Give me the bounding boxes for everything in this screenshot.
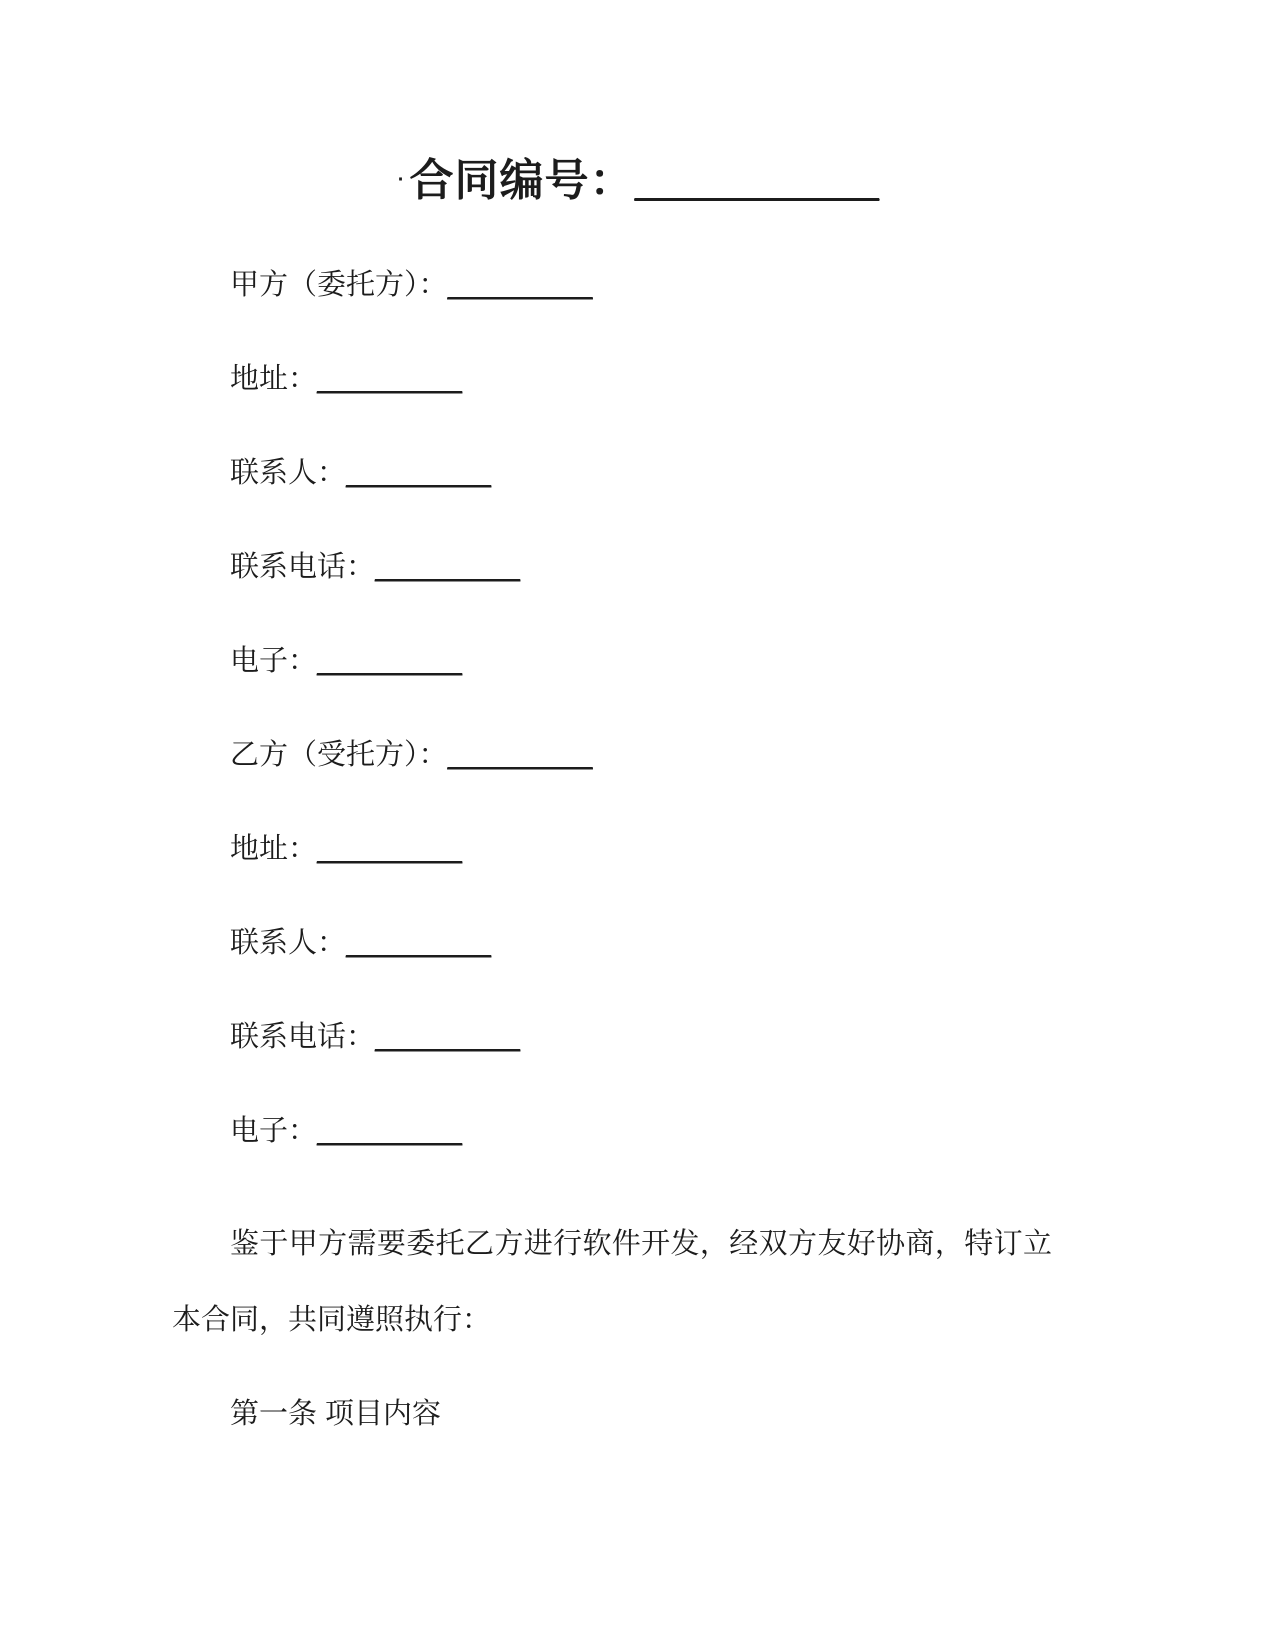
field-party-b-phone-label: 联系电话： bbox=[230, 1021, 376, 1053]
field-party-b-label: 乙方（受托方）： bbox=[230, 739, 448, 771]
field-party-b-blank: _________ bbox=[447, 739, 593, 771]
contract-number-title bbox=[172, 150, 1105, 211]
field-party-a-contact bbox=[172, 454, 1105, 492]
field-party-a-address-blank: _________ bbox=[317, 363, 463, 395]
field-party-b-phone-blank: _________ bbox=[375, 1021, 521, 1053]
field-party-b-email-blank: _________ bbox=[317, 1115, 463, 1147]
field-party-a bbox=[172, 266, 1105, 304]
field-party-a-phone bbox=[172, 548, 1105, 586]
field-party-b-contact bbox=[172, 924, 1105, 962]
field-party-b-phone bbox=[172, 1018, 1105, 1056]
field-party-b-email bbox=[172, 1112, 1105, 1150]
preamble-paragraph: 鉴于甲方需要委托乙方进行软件开发，经双方友好协商，特订立本合同，共同遵照执行： bbox=[172, 1228, 1052, 1336]
field-party-b-address-label: 地址： bbox=[230, 833, 318, 865]
field-party-a-email-label: 电子： bbox=[230, 645, 318, 677]
contract-number-label: 合同编号： bbox=[409, 156, 635, 205]
field-party-a-contact-blank: _________ bbox=[346, 457, 492, 489]
field-party-b-address-blank: _________ bbox=[317, 833, 463, 865]
contract-number-blank: __________ bbox=[634, 156, 880, 205]
field-party-b-email-label: 电子： bbox=[230, 1115, 318, 1147]
field-party-a-address bbox=[172, 360, 1105, 398]
field-party-b-address bbox=[172, 830, 1105, 868]
field-party-a-address-label: 地址： bbox=[230, 363, 318, 395]
field-party-b-contact-blank: _________ bbox=[346, 927, 492, 959]
field-party-a-label: 甲方（委托方）： bbox=[230, 269, 448, 301]
field-party-a-email-blank: _________ bbox=[317, 645, 463, 677]
title-bullet: · bbox=[397, 169, 406, 191]
field-party-a-phone-blank: _________ bbox=[375, 551, 521, 583]
field-party-b bbox=[172, 736, 1105, 774]
field-party-a-email bbox=[172, 642, 1105, 680]
article-1-heading: 第一条 项目内容 bbox=[230, 1398, 442, 1430]
field-party-a-blank: _________ bbox=[447, 269, 593, 301]
field-party-a-contact-label: 联系人： bbox=[230, 457, 347, 489]
field-party-b-contact-label: 联系人： bbox=[230, 927, 347, 959]
field-party-a-phone-label: 联系电话： bbox=[230, 551, 376, 583]
